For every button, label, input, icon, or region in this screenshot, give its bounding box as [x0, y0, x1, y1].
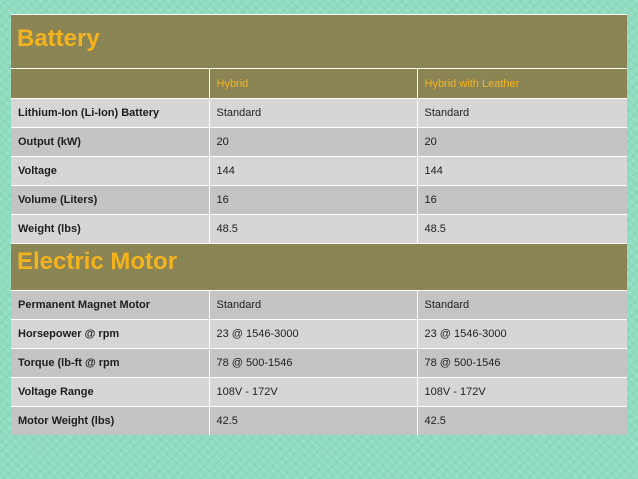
table-row	[11, 128, 627, 157]
spec-table-slide	[11, 14, 627, 435]
hybrid-leather-value: Standard	[417, 291, 627, 320]
hybrid-value: Standard	[209, 99, 417, 128]
hybrid-value: 144	[209, 157, 417, 186]
motor-section-header	[11, 244, 627, 291]
column-header-row	[11, 69, 627, 99]
table-row	[11, 215, 627, 244]
column-header-blank	[11, 69, 209, 99]
table-row	[11, 378, 627, 407]
hybrid-leather-value: 108V - 172V	[417, 378, 627, 407]
hybrid-value: 23 @ 1546-3000	[209, 320, 417, 349]
hybrid-leather-value: 144	[417, 157, 627, 186]
battery-title: Battery	[17, 25, 100, 52]
table-row	[11, 320, 627, 349]
hybrid-leather-value: 78 @ 500-1546	[417, 349, 627, 378]
table-row	[11, 157, 627, 186]
row-label: Permanent Magnet Motor	[11, 291, 209, 320]
hybrid-value: 16	[209, 186, 417, 215]
hybrid-leather-value: 16	[417, 186, 627, 215]
row-label: Voltage	[11, 157, 209, 186]
hybrid-value: 78 @ 500-1546	[209, 349, 417, 378]
row-label: Weight (lbs)	[11, 215, 209, 244]
battery-section-header	[11, 15, 627, 69]
hybrid-leather-value: 42.5	[417, 407, 627, 436]
row-label: Torque (lb-ft @ rpm	[11, 349, 209, 378]
row-label: Horsepower @ rpm	[11, 320, 209, 349]
table-row	[11, 407, 627, 436]
row-label: Lithium-Ion (Li-Ion) Battery	[11, 99, 209, 128]
motor-title: Electric Motor	[17, 248, 178, 275]
row-label: Voltage Range	[11, 378, 209, 407]
table-row	[11, 99, 627, 128]
column-header-hybrid-leather: Hybrid with Leather	[417, 69, 627, 99]
hybrid-leather-value: 20	[417, 128, 627, 157]
column-header-hybrid: Hybrid	[209, 69, 417, 99]
table-row	[11, 291, 627, 320]
hybrid-value: 42.5	[209, 407, 417, 436]
table-row	[11, 186, 627, 215]
hybrid-value: 48.5	[209, 215, 417, 244]
hybrid-leather-value: 23 @ 1546-3000	[417, 320, 627, 349]
hybrid-value: 108V - 172V	[209, 378, 417, 407]
spec-table	[11, 14, 627, 435]
row-label: Output (kW)	[11, 128, 209, 157]
row-label: Motor Weight (lbs)	[11, 407, 209, 436]
hybrid-value: Standard	[209, 291, 417, 320]
row-label: Volume (Liters)	[11, 186, 209, 215]
table-row	[11, 349, 627, 378]
hybrid-leather-value: 48.5	[417, 215, 627, 244]
hybrid-value: 20	[209, 128, 417, 157]
hybrid-leather-value: Standard	[417, 99, 627, 128]
